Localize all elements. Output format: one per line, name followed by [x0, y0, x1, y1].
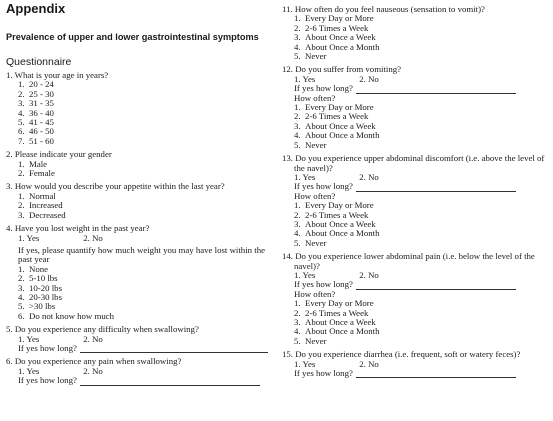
age-options[interactable] [6, 80, 268, 146]
question-14 [282, 252, 550, 346]
option-number: 1. [18, 79, 25, 90]
questions-left-column [6, 71, 268, 386]
option-number: 1. [294, 200, 301, 211]
duration-field[interactable]: If yes how long? [6, 376, 268, 385]
duration-field[interactable]: If yes how long? [282, 182, 550, 191]
option-label: About Once a Week [305, 120, 376, 131]
how-often-label: How often? [294, 190, 336, 201]
answer-option[interactable] [294, 52, 550, 61]
option-label: Decreased [29, 209, 66, 220]
answer-option[interactable] [294, 337, 550, 346]
how-often-label: How often? [294, 288, 336, 299]
question-text: 14. Do you experience lower abdominal pain (i.e. below the level of the navel)? [282, 251, 535, 271]
option-label: 10-20 lbs [29, 282, 62, 293]
duration-field[interactable]: If yes how long? [6, 344, 268, 353]
option-number: 1. [18, 158, 25, 169]
questionnaire-heading: Questionnaire [6, 56, 72, 68]
question-text: 12. Do you suffer from vomiting? [282, 64, 402, 75]
option-number: 5. [294, 237, 301, 248]
how-often-label: How often? [294, 92, 336, 103]
followup-text: If yes, please quantify how much weight you may have lost within the past year [18, 244, 265, 265]
question-2 [6, 150, 268, 178]
answer-option[interactable] [294, 327, 550, 336]
option-label: 41 - 45 [29, 117, 54, 128]
question-1 [6, 71, 268, 146]
option-number: 4. [294, 326, 301, 337]
answer-option[interactable] [18, 211, 268, 220]
question-text: 13. Do you experience upper abdominal discomfort (i.e. above the level of the navel)? [282, 153, 545, 173]
option-label: 46 - 50 [29, 126, 54, 137]
answer-option[interactable] [18, 109, 268, 118]
option-label: 2-6 Times a Week [305, 22, 369, 33]
question-15 [282, 350, 550, 378]
option-number: 3. [18, 98, 25, 109]
option-number: 7. [18, 135, 25, 146]
option-label: >30 lbs [29, 301, 56, 312]
option-number: 3. [18, 209, 25, 220]
duration-field[interactable]: If yes how long? [282, 280, 550, 289]
yes-no-options[interactable]: 1. Yes 2. No [294, 358, 379, 369]
option-label: About Once a Week [305, 317, 376, 327]
answer-option[interactable] [18, 169, 268, 178]
option-number: 2. [294, 307, 301, 318]
answer-option[interactable] [18, 160, 268, 169]
option-label: 20-30 lbs [29, 291, 62, 302]
option-number: 2. [294, 111, 301, 122]
option-label: About Once a Month [305, 228, 380, 239]
question-text: 5. Do you experience any difficulty when swallowing? [6, 324, 199, 335]
option-number: 2. [18, 200, 25, 211]
option-label: None [29, 263, 49, 274]
question-11 [282, 5, 550, 61]
question-6 [6, 357, 268, 385]
answer-option[interactable] [18, 293, 268, 302]
option-label: Do not know how much [29, 310, 115, 321]
option-number: 5. [294, 335, 301, 346]
option-number: 1. [294, 102, 301, 113]
option-label: Never [305, 51, 327, 62]
question-13 [282, 154, 550, 248]
option-number: 3. [294, 218, 301, 229]
option-number: 4. [294, 130, 301, 141]
answer-option[interactable] [294, 141, 550, 150]
answer-option[interactable] [18, 312, 268, 321]
yes-no-options[interactable]: 1. Yes 2. No [294, 73, 379, 84]
option-number: 1. [18, 263, 25, 274]
option-label: 2-6 Times a Week [305, 209, 369, 220]
answer-option[interactable] [18, 99, 268, 108]
option-label: About Once a Week [305, 218, 376, 229]
yes-no-options[interactable]: 1. Yes 2. No [294, 171, 379, 182]
vomiting-frequency-options[interactable] [282, 103, 550, 150]
duration-field[interactable]: If yes how long? [282, 84, 550, 93]
option-number: 4. [18, 107, 25, 118]
option-number: 5. [294, 51, 301, 62]
option-number: 2. [294, 209, 301, 220]
option-label: 2-6 Times a Week [305, 111, 369, 122]
page-subtitle: Prevalence of upper and lower gastrointestinal symptoms [6, 32, 259, 42]
gender-options[interactable] [6, 160, 268, 179]
option-number: 1. [294, 13, 301, 24]
option-label: Every Day or More [305, 200, 374, 211]
option-number: 6. [18, 126, 25, 137]
option-label: Never [305, 335, 327, 346]
option-label: 20 - 24 [29, 79, 54, 90]
yes-no-options[interactable]: 1. Yes 2. No [18, 365, 103, 376]
option-label: About Once a Month [305, 130, 380, 141]
yes-no-options[interactable]: 1. Yes 2. No [294, 269, 379, 280]
lower-pain-frequency-options[interactable] [282, 299, 550, 346]
answer-option[interactable] [18, 118, 268, 127]
question-12 [282, 65, 550, 150]
option-label: 31 - 35 [29, 98, 54, 109]
yes-no-options[interactable]: 1. Yes 2. No [18, 333, 103, 344]
option-label: Never [305, 139, 327, 150]
option-label: Never [305, 237, 327, 248]
option-number: 2. [294, 22, 301, 33]
upper-discomfort-frequency-options[interactable] [282, 201, 550, 248]
option-label: Female [29, 168, 55, 179]
option-label: Every Day or More [305, 298, 374, 309]
answer-option[interactable] [294, 229, 550, 238]
option-number: 3. [294, 120, 301, 131]
questions-right-column [282, 5, 550, 378]
question-3 [6, 182, 268, 220]
option-label: About Once a Month [305, 41, 380, 52]
option-number: 1. [18, 190, 25, 201]
option-number: 2. [18, 273, 25, 284]
option-number: 3. [18, 282, 25, 293]
appetite-options[interactable] [6, 192, 268, 220]
question-4 [6, 224, 268, 321]
option-label: Every Day or More [305, 102, 374, 113]
option-number: 6. [18, 310, 25, 321]
option-number: 4. [294, 41, 301, 52]
option-label: 25 - 30 [29, 88, 54, 99]
nausea-frequency-options[interactable] [282, 14, 550, 61]
option-label: Normal [29, 190, 56, 201]
option-number: 3. [294, 32, 301, 43]
yes-no-options[interactable]: 1. Yes 2. No [18, 232, 103, 243]
option-number: 1. [294, 298, 301, 309]
answer-option[interactable] [18, 127, 268, 136]
answer-option[interactable] [18, 90, 268, 99]
option-label: Increased [29, 200, 63, 211]
answer-option[interactable] [18, 137, 268, 146]
question-text: 15. Do you experience diarrhea (i.e. frequent, soft or watery feces)? [282, 349, 521, 360]
option-label: Every Day or More [305, 13, 374, 24]
option-number: 3. [294, 317, 301, 327]
option-label: About Once a Week [305, 32, 376, 43]
answer-option[interactable] [294, 43, 550, 52]
option-label: 5-10 lbs [29, 273, 58, 284]
option-number: 2. [18, 88, 25, 99]
answer-option[interactable] [18, 80, 268, 89]
question-text: 1. What is your age in years? [6, 70, 109, 80]
option-label: About Once a Month [305, 326, 380, 337]
question-5 [6, 325, 268, 353]
option-number: 5. [18, 117, 25, 128]
option-number: 2. [18, 168, 25, 179]
appendix-title: Appendix [6, 1, 66, 16]
option-number: 4. [294, 228, 301, 239]
option-label: Male [29, 158, 48, 169]
question-text: 2. Please indicate your gender [6, 149, 112, 160]
question-text: 4. Have you lost weight in the past year? [6, 223, 150, 234]
duration-field[interactable]: If yes how long? [282, 369, 550, 378]
question-text: 6. Do you experience any pain when swallowing? [6, 356, 182, 367]
weight-loss-options[interactable] [6, 265, 268, 321]
question-text: 11. How often do you feel nauseous (sensation to vomit)? [282, 4, 485, 14]
option-label: 51 - 60 [29, 135, 54, 146]
option-number: 5. [18, 301, 25, 312]
option-number: 4. [18, 291, 25, 302]
option-label: 36 - 40 [29, 107, 54, 118]
option-number: 5. [294, 139, 301, 150]
option-label: 2-6 Times a Week [305, 307, 369, 318]
answer-option[interactable] [294, 239, 550, 248]
question-text: 3. How would you describe your appetite within the last year? [6, 181, 225, 192]
answer-option[interactable] [294, 131, 550, 140]
